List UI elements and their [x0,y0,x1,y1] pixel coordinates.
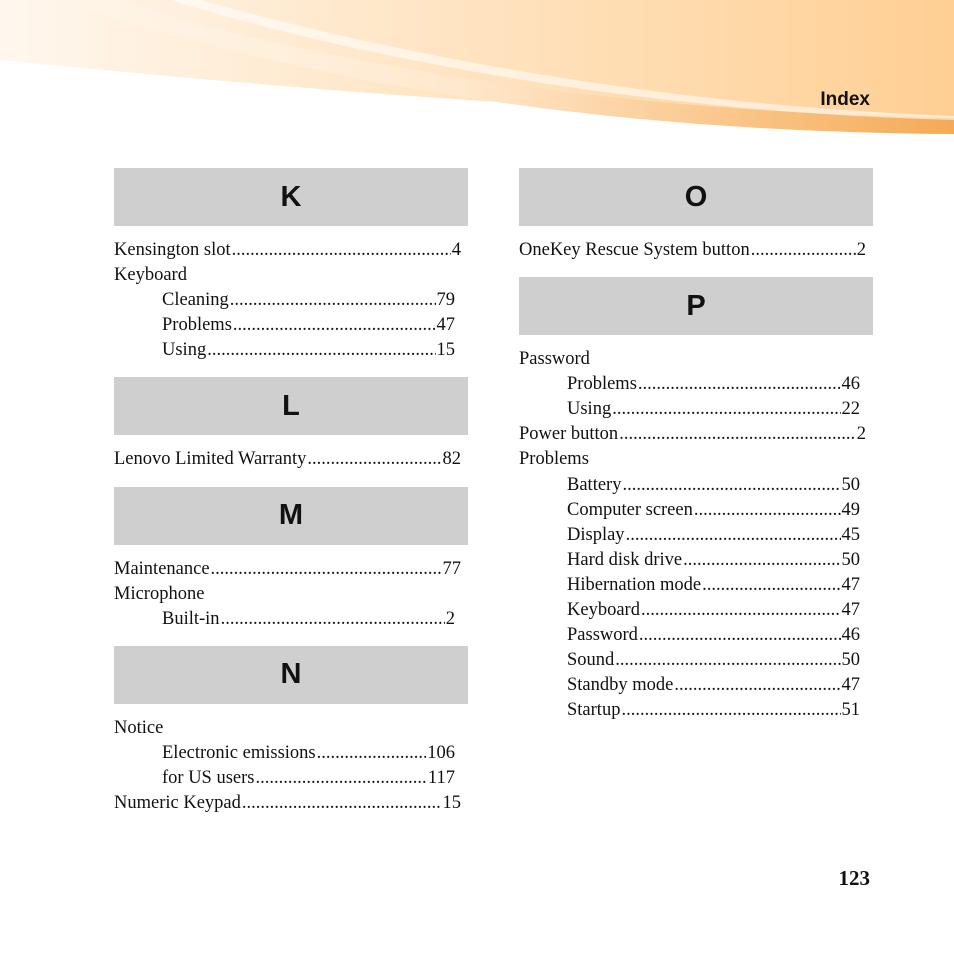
index-entry [114,263,461,288]
entry-page-number: 2 [856,240,866,260]
dot-leader [621,698,840,723]
entry-label: Using [162,340,207,361]
index-subentry [519,498,860,523]
dot-leader [233,313,436,338]
index-subentry [114,313,455,338]
section-entries [519,226,873,277]
entry-label: Computer screen [567,499,693,520]
entry-page-number: 47 [436,315,455,336]
entry-page-number: 47 [841,574,860,595]
section-letter-k: K [114,168,468,226]
index-entry [114,447,461,472]
entry-page-number: 117 [427,768,455,789]
dot-leader [751,238,856,263]
entry-page-number: 82 [442,449,461,470]
index-subentry [519,673,860,698]
section-letter-n: N [114,646,468,704]
index-entry [519,422,866,447]
entry-label: Using [567,399,612,420]
section-entries [114,435,468,486]
index-entry [114,582,461,607]
entry-page-number: 50 [841,549,860,570]
dot-leader [242,791,442,816]
dot-leader [641,598,841,623]
index-subentry [114,288,455,313]
index-subentry [519,623,860,648]
entry-label: Maintenance [114,558,210,579]
dot-leader [638,372,841,397]
index-entry [519,447,866,472]
entry-page-number: 51 [841,700,860,721]
entry-page-number: 22 [841,399,860,420]
entry-label: OneKey Rescue System button [519,240,750,260]
entry-page-number: 50 [841,650,860,671]
header-banner [0,0,954,140]
entry-page-number: 47 [841,675,860,696]
dot-leader [626,523,841,548]
entry-label: Lenovo Limited Warranty [114,449,307,470]
dot-leader [702,573,840,598]
entry-page-number: 2 [856,424,866,445]
index-subentry [519,698,860,723]
dot-leader [683,548,840,573]
entry-page-number: 45 [841,524,860,545]
index-entry [519,238,866,263]
index-entry [114,791,461,816]
entry-label: Startup [567,700,621,721]
entry-page-number: 50 [841,474,860,495]
dot-leader [256,766,427,791]
section-letter-p: P [519,277,873,335]
entry-label: Display [567,524,625,545]
dot-leader [622,473,840,498]
index-entry [114,716,461,741]
section-letter-l: L [114,377,468,435]
dot-leader [615,648,840,673]
page-number: 123 [838,866,870,890]
index-subentry [519,397,860,422]
index-subentry [114,766,455,791]
dot-leader [230,288,436,313]
section-entries [519,335,873,737]
entry-page-number: 4 [451,240,461,260]
entry-label: Password [567,625,638,646]
entry-label: Power button [519,424,619,445]
entry-label: Built-in [162,608,220,629]
entry-page-number: 79 [436,290,455,311]
index-column-left [114,168,468,830]
entry-label: Cleaning [162,290,229,311]
index-subentry [519,573,860,598]
dot-leader [694,498,841,523]
dot-leader [639,623,841,648]
entry-label: Electronic emissions [162,742,316,763]
index-entry [114,238,461,263]
entry-label: Microphone [114,583,205,604]
section-entries [114,704,468,830]
entry-page-number: 15 [436,340,455,361]
dot-leader [232,238,451,263]
header-title: Index [820,89,870,110]
entry-label: Password [519,349,590,370]
entry-page-number: 15 [442,793,461,814]
dot-leader [211,557,442,582]
entry-label: Problems [567,374,637,395]
entry-label: Kensington slot [114,240,231,260]
index-subentry [519,473,860,498]
entry-page-number: 77 [442,558,461,579]
entry-label: Keyboard [114,265,187,286]
entry-label: Problems [519,449,589,470]
entry-label: Sound [567,650,615,671]
dot-leader [221,607,445,632]
index-entry [114,557,461,582]
section-entries [114,226,468,377]
dot-leader [207,338,435,363]
section-letter-m: M [114,487,468,545]
index-column-right [519,168,873,738]
index-subentry [519,523,860,548]
index-entry [519,347,866,372]
entry-label: Keyboard [567,600,640,621]
dot-leader [307,447,441,472]
section-entries [114,545,468,646]
dot-leader [612,397,840,422]
index-subentry [519,372,860,397]
entry-page-number: 46 [841,374,860,395]
entry-page-number: 49 [841,499,860,520]
entry-page-number: 47 [841,600,860,621]
entry-page-number: 2 [445,608,455,629]
entry-label: for US users [162,768,255,789]
index-subentry [519,598,860,623]
entry-label: Hibernation mode [567,574,702,595]
dot-leader [619,422,856,447]
index-subentry [114,338,455,363]
index-subentry [114,607,455,632]
entry-page-number: 106 [427,742,455,763]
entry-label: Problems [162,315,232,336]
entry-label: Battery [567,474,622,495]
index-subentry [519,648,860,673]
entry-page-number: 46 [841,625,860,646]
index-subentry [114,741,455,766]
entry-label: Hard disk drive [567,549,683,570]
index-subentry [519,548,860,573]
dot-leader [317,741,427,766]
entry-label: Numeric Keypad [114,793,241,814]
entry-label: Notice [114,717,164,738]
dot-leader [674,673,840,698]
entry-label: Standby mode [567,675,674,696]
section-letter-o: O [519,168,873,226]
